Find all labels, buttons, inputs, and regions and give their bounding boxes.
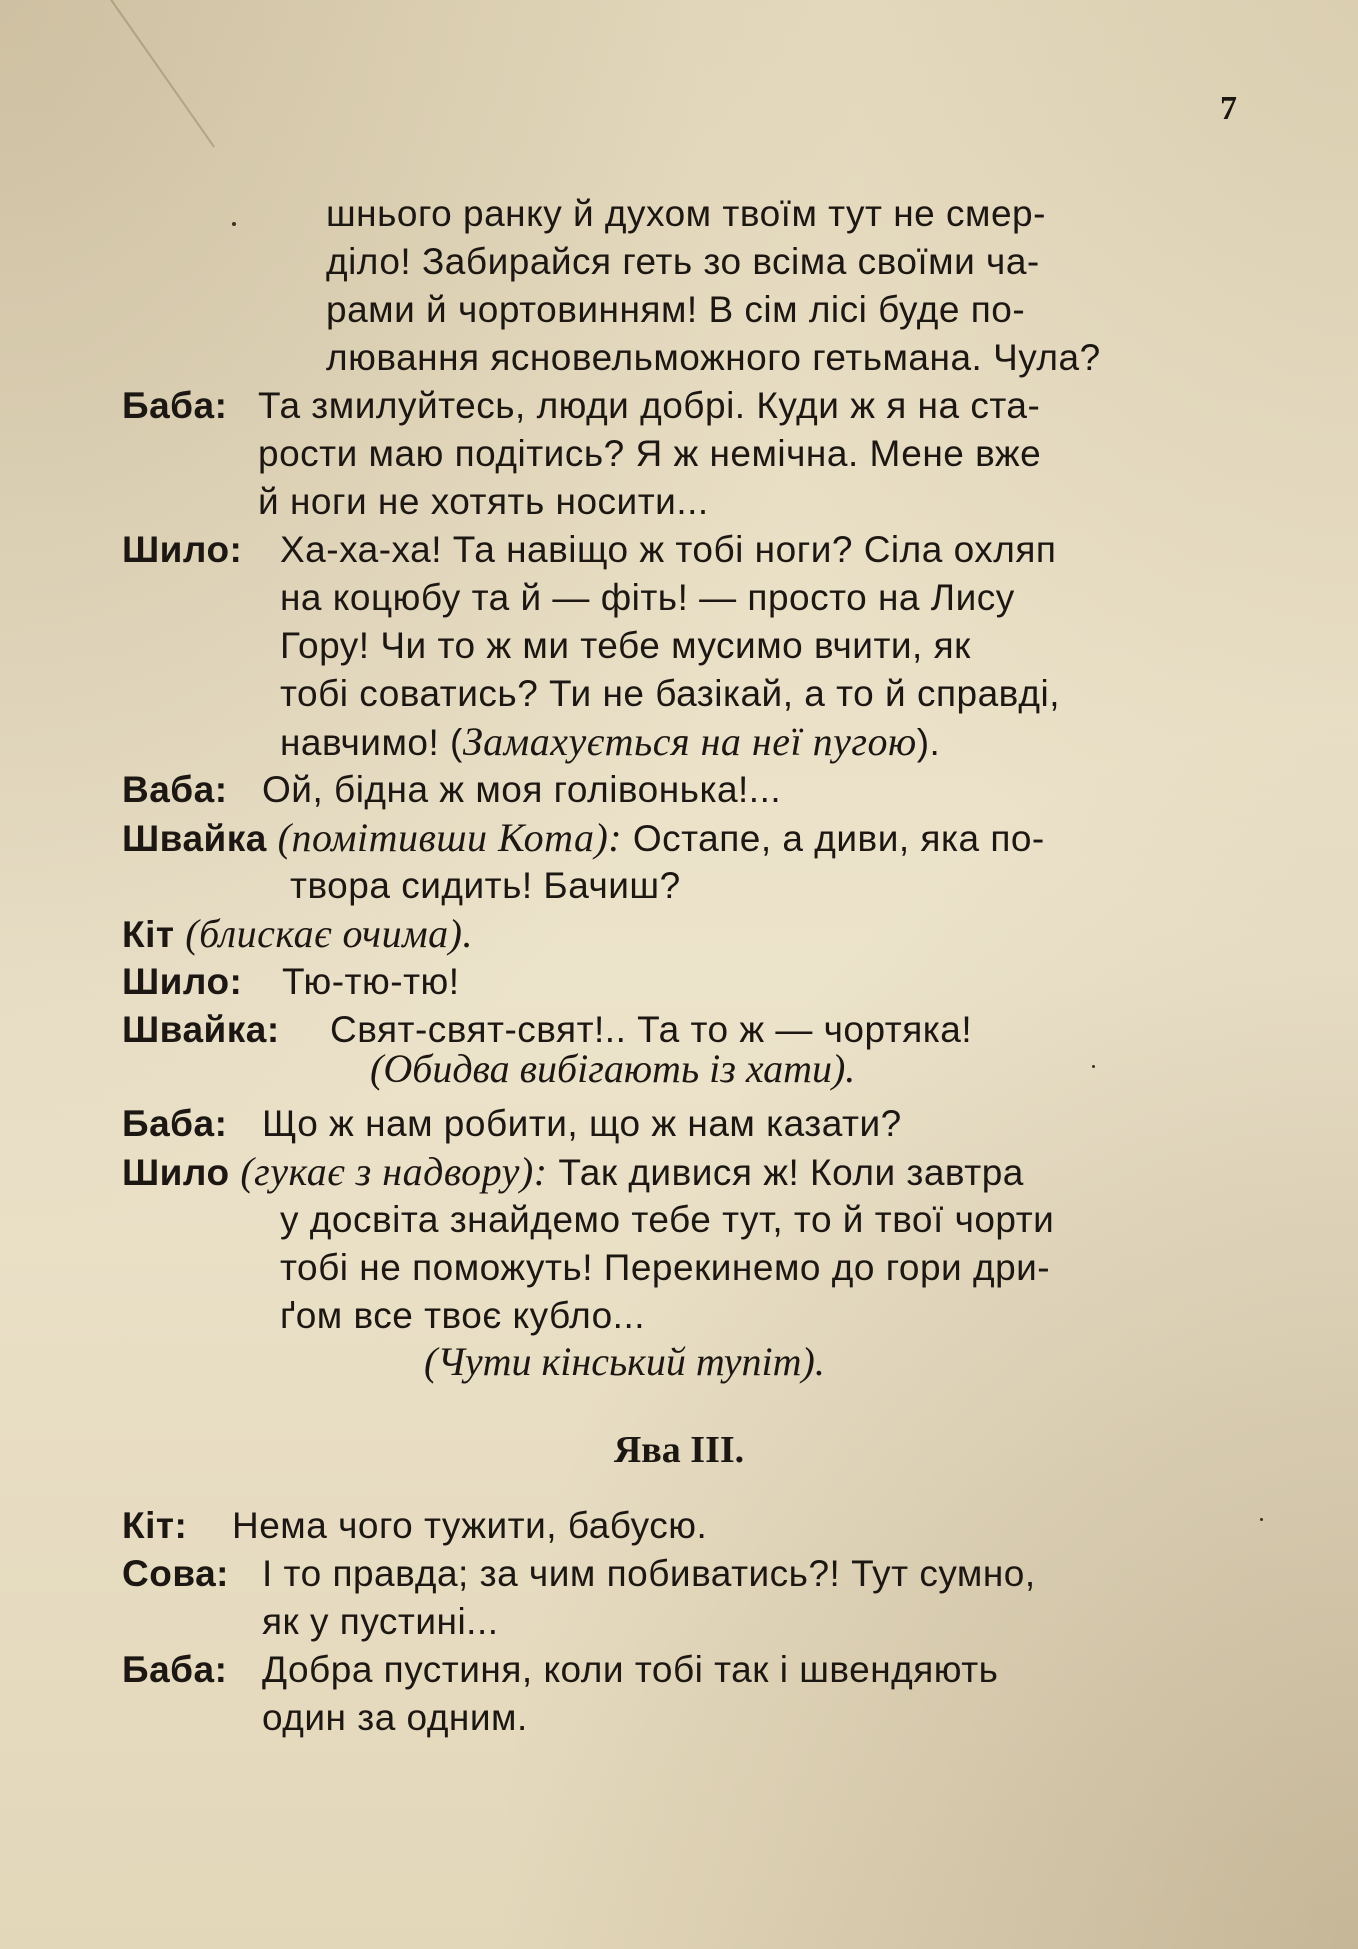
stage-direction: Замахується на неї пугою <box>462 719 917 764</box>
speaker-name: Шило: <box>122 961 243 1002</box>
page-scratch <box>110 0 215 147</box>
text-line: Добра пустиня, коли тобі так і швендяють <box>262 1649 999 1690</box>
stage-direction: (Обидва вибігають із хати). <box>370 1046 856 1091</box>
text-line: діло! Забирайся геть зо всіма своїми ча- <box>326 241 1040 282</box>
speaker-name: Сова: <box>122 1553 229 1594</box>
text-line: лювання ясновельможного гетьмана. Чула? <box>326 337 1101 378</box>
text-line: Що ж нам робити, що ж нам казати? <box>262 1103 902 1144</box>
text-line: ґом все твоє кубло... <box>280 1295 645 1336</box>
text-line: один за одним. <box>262 1697 528 1738</box>
text-line <box>122 815 1045 862</box>
text-line: Ха-ха-ха! Та навіщо ж тобі ноги? Сіла охляп <box>280 529 1057 570</box>
stage-direction: (помітивши Кота): <box>277 815 623 860</box>
text-line: Свят-свят-свят!.. Та то ж — чортяка! <box>330 1009 973 1050</box>
speaker-name: Кіт <box>122 914 175 955</box>
text-line: й ноги не хотять носити... <box>258 481 709 522</box>
speaker-name: Кіт: <box>122 1505 188 1546</box>
stage-direction: (гукає з надвору): <box>240 1149 548 1194</box>
text-fragment: Остапе, а диви, яка по- <box>632 818 1045 859</box>
text-line <box>280 719 940 766</box>
text-line: Гору! Чи то ж ми тебе мусимо вчити, як <box>280 625 971 666</box>
text-line: шнього ранку й духом твоїм тут не смер- <box>326 193 1046 234</box>
page-number: 7 <box>1220 90 1237 127</box>
speaker-name: Баба: <box>122 385 228 426</box>
text-line <box>122 911 473 958</box>
speaker-name: Баба: <box>122 1103 228 1144</box>
stage-direction: (Чути кінський тупіт). <box>424 1339 825 1384</box>
text-line: тобі соватись? Ти не базікай, а то й справді, <box>280 673 1060 714</box>
ink-dot <box>1260 1518 1263 1521</box>
speaker-name: Шило <box>122 1152 230 1193</box>
text-line: твора сидить! Бачиш? <box>290 865 681 906</box>
text-line: у досвіта знайдемо тебе тут, то й твої чорти <box>280 1199 1055 1240</box>
speaker-name: Ваба: <box>122 769 228 810</box>
text-line: І то правда; за чим побиватись?! Тут сумно, <box>262 1553 1036 1594</box>
speaker-name: Баба: <box>122 1649 228 1690</box>
speaker-name: Швайка: <box>122 1009 280 1050</box>
speaker-name: Шило: <box>122 529 243 570</box>
scene-heading: Ява III. <box>613 1429 745 1471</box>
text-line: Та змилуйтесь, люди добрі. Куди ж я на ста- <box>258 385 1041 426</box>
text-fragment: ). <box>916 722 941 763</box>
text-line: рости маю подітись? Я ж немічна. Мене вже <box>258 433 1042 474</box>
text-line: на коцюбу та й — фіть! — просто на Лису <box>280 577 1015 618</box>
text-line: Нема чого тужити, бабусю. <box>232 1505 708 1546</box>
text-line <box>122 1149 1024 1196</box>
speaker-name: Швайка <box>122 818 267 859</box>
text-line: як у пустині... <box>262 1601 499 1642</box>
text-line: Тю-тю-тю! <box>282 961 460 1002</box>
stage-direction: (блискає очима). <box>185 911 473 956</box>
text-line: тобі не поможуть! Перекинемо до гори дри- <box>280 1247 1051 1288</box>
text-line: рами й чортовинням! В сім лісі буде по- <box>326 289 1026 330</box>
ink-dot <box>1092 1065 1095 1068</box>
ink-dot <box>232 222 236 226</box>
text-fragment: навчимо! ( <box>280 722 463 763</box>
text-line: Ой, бідна ж моя голівонька!... <box>262 769 782 810</box>
text-fragment: Так дивися ж! Коли завтра <box>558 1152 1024 1193</box>
